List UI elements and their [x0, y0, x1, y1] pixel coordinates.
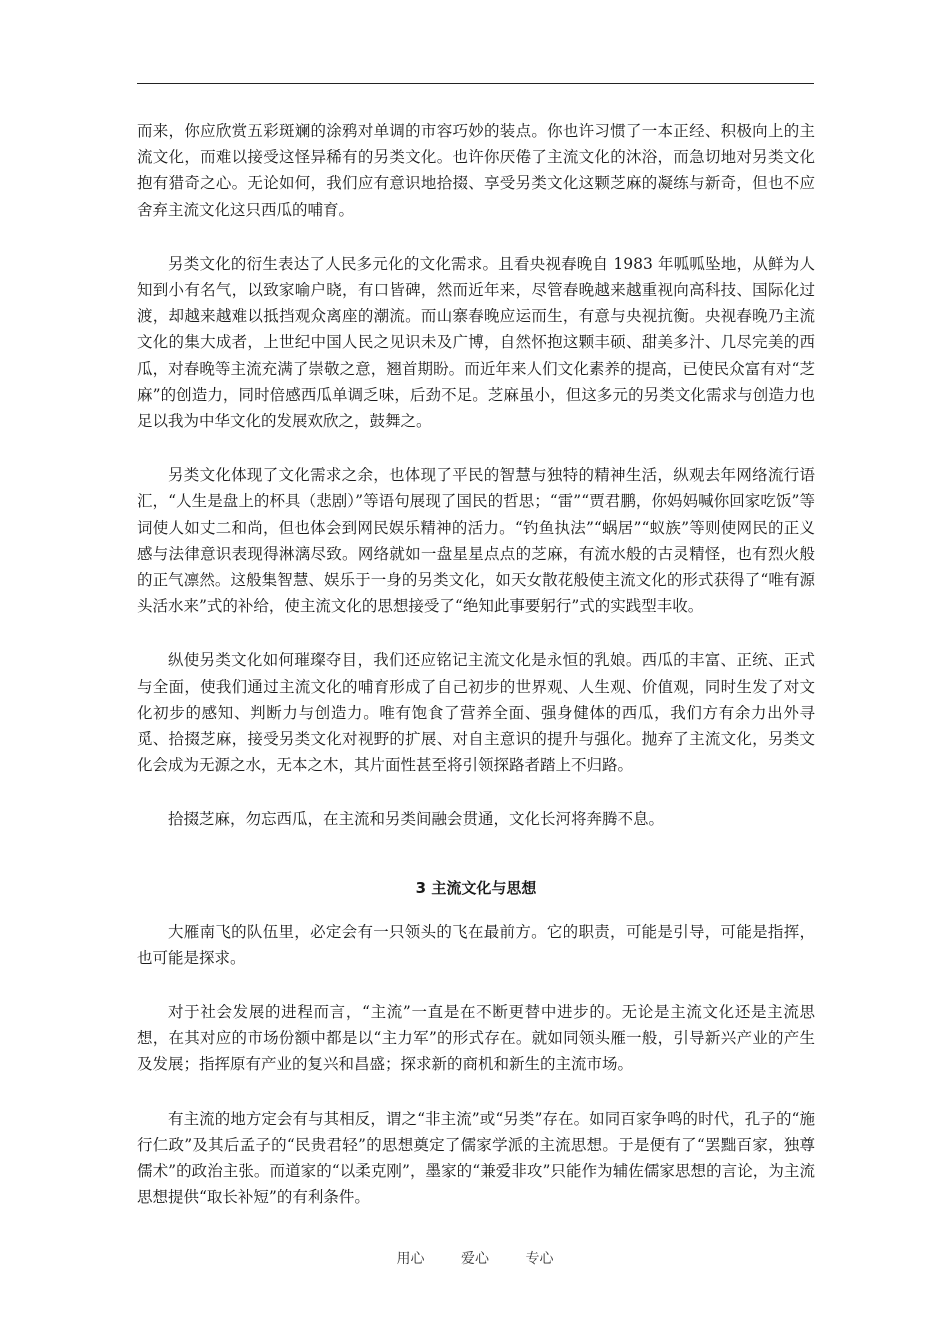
page-footer — [0, 1248, 950, 1268]
footer-item: 用心 — [396, 1251, 425, 1267]
paragraph: 纵使另类文化如何璀璨夺目，我们还应铭记主流文化是永恒的乳娘。西瓜的丰富、正统、正式与全面，使我们通过主流文化的哺育形成了自己初步的世界观、人生观、价值观，同时生发了对文化初步的感知、判断力与创造力。唯有饱食了营养全面、强身健体的西瓜，我们方有余力出外寻觅、拾掇芝麻，接受另类文化对视野的扩展、对自主意识的提升与强化。抛弃了主流文化，另类文化会成为无源之水，无本之木，其片面性甚至将引领探路者踏上不归路。 — [137, 651, 815, 775]
paragraph: 大雁南飞的队伍里，必定会有一只领头的飞在最前方。它的职责，可能是引导，可能是指挥，也可能是探求。 — [137, 922, 815, 967]
paragraph: 拾掇芝麻，勿忘西瓜，在主流和另类间融会贯通，文化长河将奔腾不息。 — [168, 810, 665, 829]
footer-item: 专心 — [525, 1251, 554, 1267]
header-rule — [137, 83, 814, 84]
footer-item: 爱心 — [461, 1251, 489, 1267]
paragraph: 另类文化的衍生表达了人民多元化的文化需求。且看央视春晚自 1983 年呱呱坠地，从鲜为人知到小有名气，以致家喻户晓，有口皆碑，然而近年来，尽管春晚越来越重视向高科技、国际化过渡，却越来越难以抵挡观众离座的潮流。而山寨春晚应运而生，有意与央视抗衡。央视春晚乃主流文化的集大成者，上世纪中国人民之见识未及广博，自然怀抱这颗丰硕、甜美多汁、几尽完美的西瓜，对春晚等主流充满了崇敬之意，翘首期盼。而近年来人们文化素养的提高，已使民众富有对“芝麻”的创造力，同时倍感西瓜单调乏味，后劲不足。芝麻虽小，但这多元的另类文化需求与创造力也足以我为中华文化的发展欢欣之，鼓舞之。 — [137, 254, 815, 431]
paragraph: 对于社会发展的进程而言，“主流”一直是在不断更替中进步的。无论是主流文化还是主流思想，在其对应的市场份额中都是以“主力军”的形式存在。就如同领头雁一般，引导新兴产业的产生及发展；指挥原有产业的复兴和昌盛；探求新的商机和新生的主流市场。 — [137, 1003, 815, 1074]
paragraph: 有主流的地方定会有与其相反，谓之“非主流”或“另类”存在。如同百家争鸣的时代，孔子的“施行仁政”及其后孟子的“民贵君轻”的思想奠定了儒家学派的主流思想。于是便有了“罢黜百家，独尊儒术”的政治主张。而道家的“以柔克刚”，墨家的“兼爱非攻”只能作为辅佐儒家思想的言论，为主流思想提供“取长补短”的有利条件。 — [137, 1109, 815, 1207]
section-heading: 3 主流文化与思想 — [415, 878, 537, 897]
paragraph: 而来，你应欣赏五彩斑斓的涂鸦对单调的市容巧妙的装点。你也许习惯了一本正经、积极向上的主流文化，而难以接受这怪异稀有的另类文化。也许你厌倦了主流文化的沐浴，而急切地对另类文化抱有猎奇之心。无论如何，我们应有意识地拾掇、享受另类文化这颗芝麻的凝练与新奇，但也不应舍弃主流文化这只西瓜的哺育。 — [137, 122, 815, 219]
document-body — [137, 118, 815, 1239]
paragraph: 另类文化体现了文化需求之余，也体现了平民的智慧与独特的精神生活，纵观去年网络流行语汇，“人生是盘上的杯具（悲剧）”等语句展现了国民的哲思；“雷”“贾君鹏，你妈妈喊你回家吃饭”等词使人如丈二和尚，但也体会到网民娱乐精神的活力。“钓鱼执法”“蜗居”“蚁族”等则使网民的正义感与法律意识表现得淋漓尽致。网络就如一盘星星点点的芝麻，有流水般的古灵精怪，也有烈火般的正气凛然。这般集智慧、娱乐于一身的另类文化，如天女散花般使主流文化的形式获得了“唯有源头活水来”式的补给，使主流文化的思想接受了“绝知此事要躬行”式的实践型丰收。 — [137, 466, 815, 616]
